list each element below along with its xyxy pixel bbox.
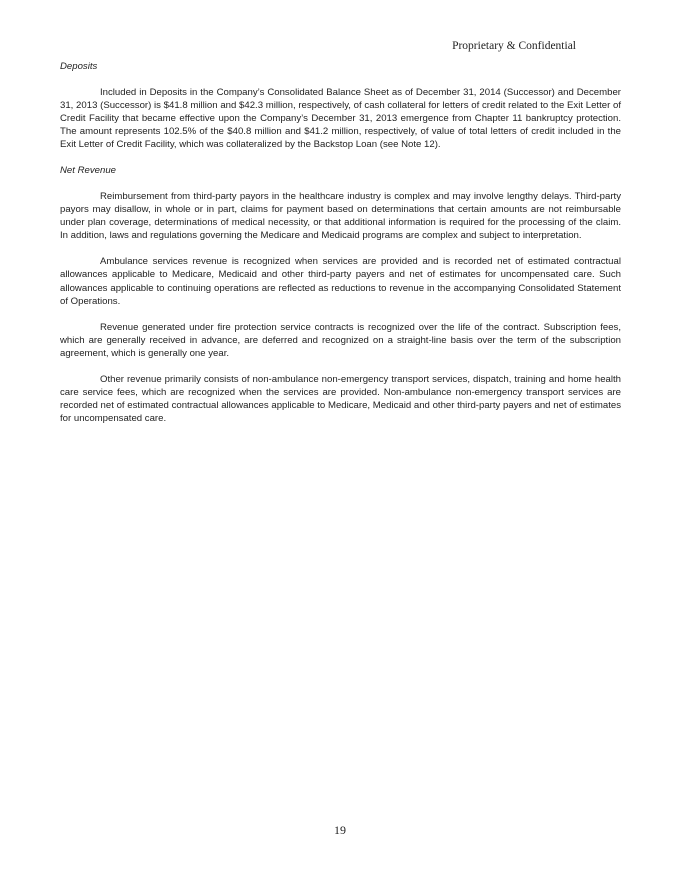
net-revenue-paragraph-2: Ambulance services revenue is recognized when services are provided and is recorded net of estimated contractual allowances applicable to Medicare, Medicaid and other third-party payers and net of estimates for uncompensated care. Such allowances applicable to continuing operations are reflected as reductions to revenue in the accompanying Consolidated Statement of Operations. bbox=[60, 256, 621, 307]
document-body bbox=[60, 60, 621, 425]
section-title-deposits: Deposits bbox=[60, 61, 98, 72]
page-number: 19 bbox=[334, 823, 346, 837]
net-revenue-paragraph-3: Revenue generated under fire protection service contracts is recognized over the life of the contract. Subscription fees, which are generally received in advance, are deferred and recognized on a straight-line basis over the term of the subscription agreement, which is generally one year. bbox=[60, 321, 621, 359]
section-title-net-revenue: Net Revenue bbox=[60, 165, 116, 177]
confidentiality-header: Proprietary & Confidential bbox=[452, 40, 576, 52]
net-revenue-paragraph-1: Reimbursement from third-party payors in the healthcare industry is complex and may involve lengthy delays. Third-party payors may disallow, in whole or in part, claims for payment based on determinations that certain amounts are not reimbursable under plan coverage, determinations of medical necessity, or that additional information is required for the processing of the claim. In addition, laws and regulations governing the Medicare and Medicaid programs are complex and subject to interpretation. bbox=[60, 191, 621, 242]
net-revenue-paragraph-4: Other revenue primarily consists of non-ambulance non-emergency transport services, dispatch, training and home health care service fees, which are recognized when the services are provided. Non-ambulance non-emergency transport services are recorded net of estimated contractual allowances applicable to Medicare, Medicaid and other third-party payers and net of estimates for uncompensated care. bbox=[60, 373, 621, 424]
deposits-paragraph: Included in Deposits in the Company’s Consolidated Balance Sheet as of December 31, 2014 (Successor) and December 31, 2013 (Successor) is $41.8 million and $42.3 million, respectively, of cash collateral for letters of credit related to the Exit Letter of Credit Facility that became effective upon the Company’s December 31, 2013 emergence from Chapter 11 bankruptcy protection. The amount represents 102.5% of the $40.8 million and $41.2 million, respectively, of value of total letters of credit included in the Exit Letter of Credit Facility, which was collateralized by the Backstop Loan (see Note 12). bbox=[60, 87, 621, 151]
